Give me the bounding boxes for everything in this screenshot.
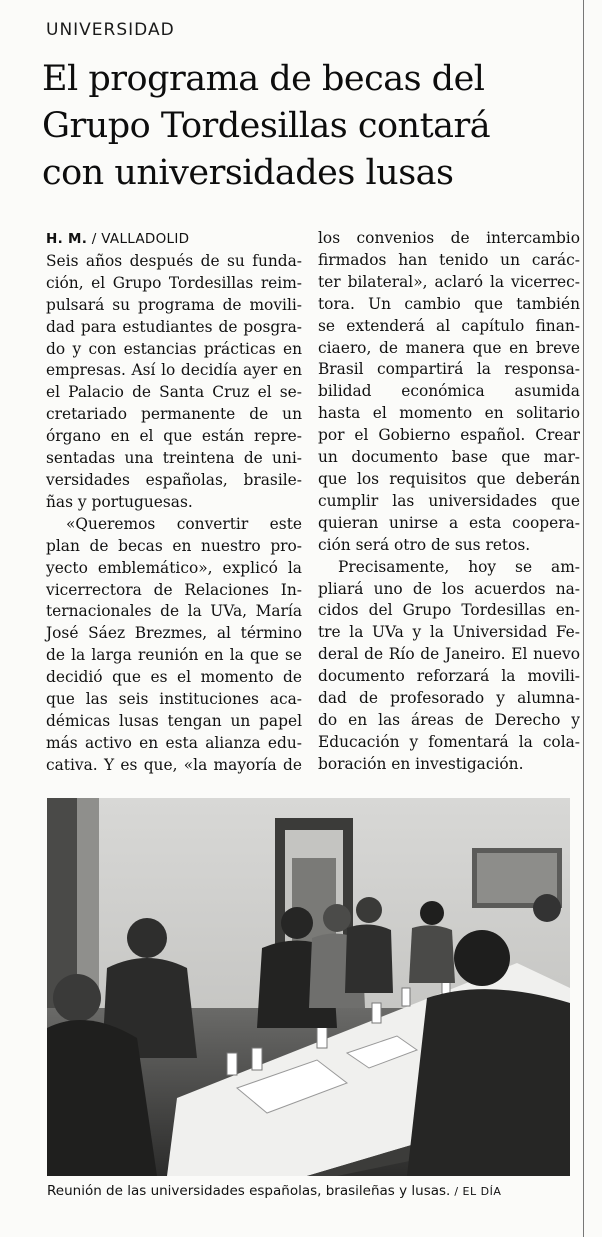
text-line: vicerrectora de Relaciones In- — [46, 580, 302, 599]
text-line: un documento base que mar- — [318, 448, 580, 467]
text-line: cidos del Grupo Tordesillas en- — [318, 601, 580, 620]
text-line: por el Gobierno español. Crear — [318, 426, 580, 445]
text-line: Educación y fomentará la cola- — [318, 732, 580, 751]
text-line: «Queremos convertir este — [66, 514, 302, 533]
text-line: hasta el momento en solitario — [318, 404, 580, 423]
text-line: de la larga reunión en la que se — [46, 646, 302, 665]
text-line: pulsará su programa de movili- — [46, 295, 302, 314]
text-line: do en las áreas de Derecho y — [318, 710, 580, 729]
byline-place: VALLADOLID — [101, 231, 190, 247]
headline-line: Grupo Tordesillas contará — [42, 106, 491, 146]
text-line: ciaero, de manera que en breve — [318, 338, 580, 357]
text-line: sentadas una treintena de uni- — [46, 449, 302, 468]
article-column-right — [318, 228, 580, 776]
text-line: Precisamente, hoy se am- — [338, 557, 580, 576]
byline-author: H. M. — [46, 231, 88, 247]
column-rule-right — [583, 0, 584, 1237]
text-line: ción será otro de sus retos. — [318, 535, 531, 554]
text-line: yecto emblemático», explicó la — [46, 558, 302, 577]
text-line: José Sáez Brezmes, al término — [46, 624, 302, 643]
text-line: plan de becas en nuestro pro- — [46, 536, 302, 555]
meeting-photo — [47, 798, 570, 1176]
text-line: ternacionales de la UVa, María — [46, 602, 302, 621]
text-line: deral de Río de Janeiro. El nuevo — [318, 645, 580, 664]
text-line: ción, el Grupo Tordesillas reim- — [46, 273, 302, 292]
text-line: démicas lusas tengan un papel — [46, 711, 302, 730]
caption-text: Reunión de las universidades españolas, brasileñas y lusas. — [47, 1183, 451, 1199]
byline — [46, 229, 302, 251]
byline-separator: / — [87, 231, 102, 247]
photo-caption — [47, 1183, 577, 1199]
text-line: firmados han tenido un carác- — [318, 250, 580, 269]
article-column-left — [46, 229, 302, 777]
section-label: UNIVERSIDAD — [46, 20, 175, 40]
text-line: pliará uno de los acuerdos na- — [318, 579, 580, 598]
text-line: bilidad económica asumida — [318, 382, 580, 401]
text-line: el Palacio de Santa Cruz el se- — [46, 383, 302, 402]
text-line: órgano en el que están repre- — [46, 427, 302, 446]
text-line: tre la UVa y la Universidad Fe- — [318, 623, 580, 642]
text-line: Brasil compartirá la responsa- — [318, 360, 580, 379]
text-line: dad de profesorado y alumna- — [318, 689, 580, 708]
meeting-photo-illustration — [47, 798, 570, 1176]
text-line: do y con estancias prácticas en — [46, 339, 302, 358]
text-line: tora. Un cambio que también — [318, 294, 580, 313]
text-line: Seis años después de su funda- — [46, 251, 302, 270]
text-line: cativa. Y es que, «la mayoría de — [46, 755, 302, 774]
text-line: más activo en esta alianza edu- — [46, 733, 302, 752]
headline-line: El programa de becas del — [42, 59, 485, 99]
text-line: que las seis instituciones aca- — [46, 690, 302, 709]
headline-line: con universidades lusas — [42, 153, 454, 193]
photo-credit: / EL DÍA — [450, 1185, 502, 1198]
text-line: empresas. Así lo decidía ayer en — [46, 361, 302, 380]
text-line: se extenderá al capítulo finan- — [318, 316, 580, 335]
text-line: ñas y portuguesas. — [46, 492, 193, 511]
text-line: cumplir las universidades que — [318, 491, 580, 510]
text-line: documento reforzará la movili- — [318, 667, 580, 686]
text-line: decidió que es el momento de — [46, 668, 302, 687]
text-line: cretariado permanente de un — [46, 405, 302, 424]
text-line: dad para estudiantes de posgra- — [46, 317, 302, 336]
text-line: quieran unirse a esta coopera- — [318, 513, 580, 532]
text-line: versidades españolas, brasile- — [46, 470, 302, 489]
text-line: que los requisitos que deberán — [318, 469, 580, 488]
text-line: ter bilateral», aclaró la vicerrec- — [318, 272, 580, 291]
text-line: los convenios de intercambio — [318, 229, 580, 247]
headline — [42, 56, 582, 197]
text-line: boración en investigación. — [318, 754, 524, 773]
